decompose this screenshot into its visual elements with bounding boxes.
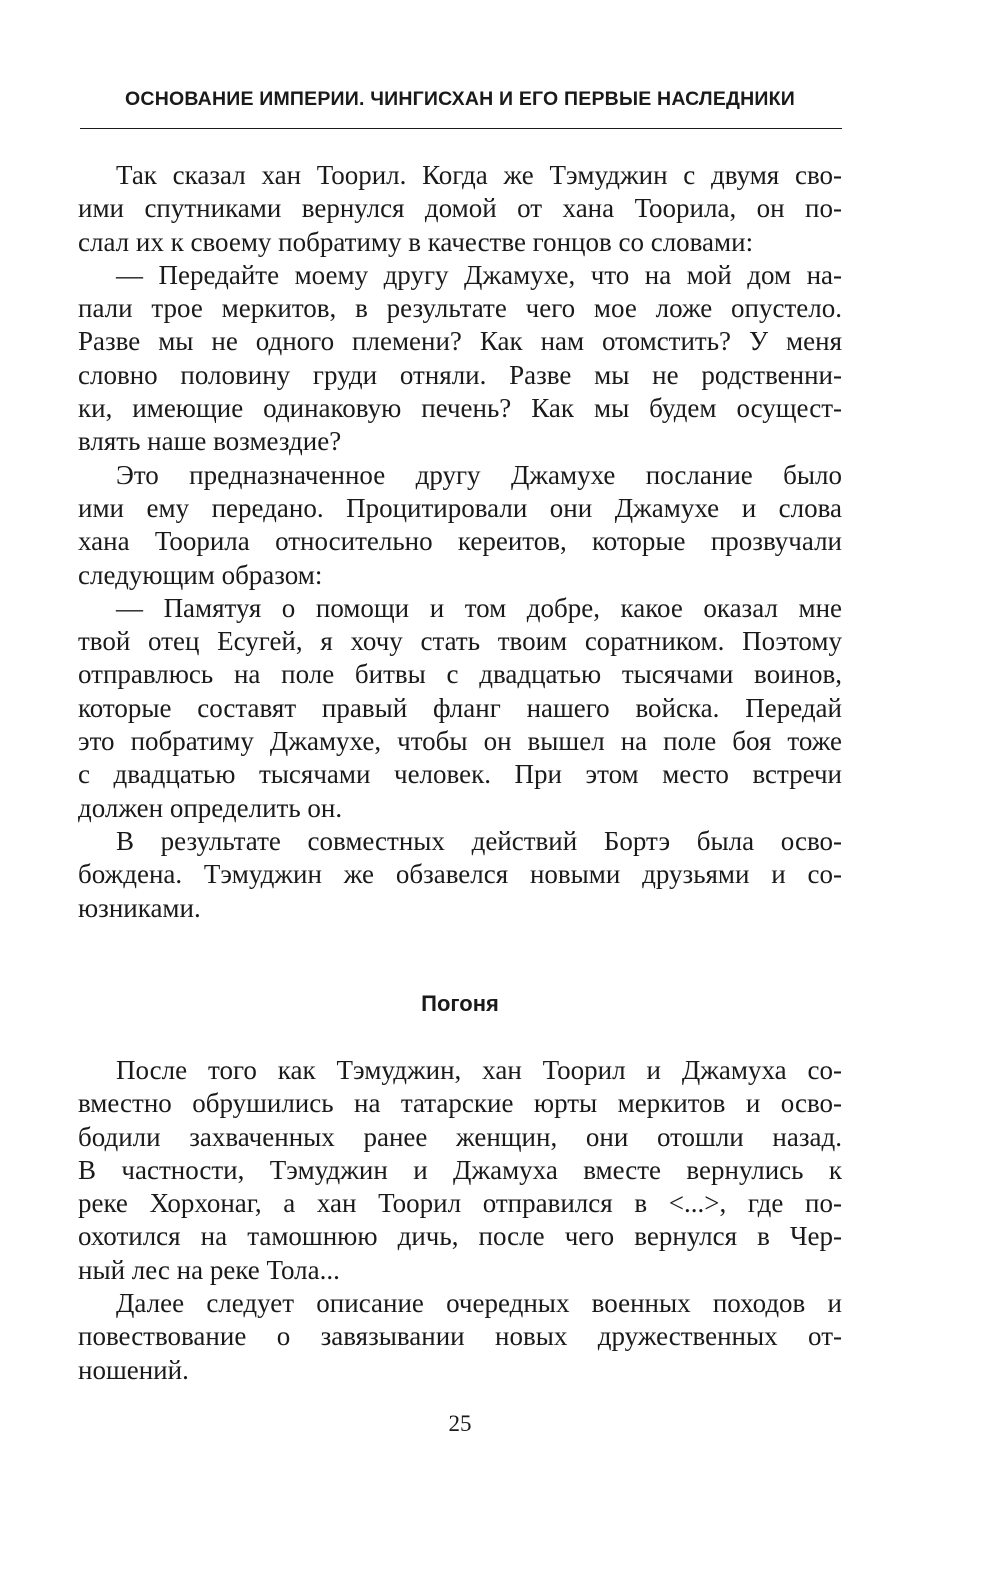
text-line: юзниками. (78, 892, 201, 923)
text-line: ношений. (78, 1354, 189, 1385)
text-line: повествование о завязывании новых дружественных от- (78, 1321, 842, 1352)
text-line: влять наше возмездие? (78, 426, 342, 457)
paragraph (78, 259, 842, 459)
paragraph (78, 1287, 842, 1387)
text-line: следующим образом: (78, 559, 323, 590)
text-line: словно половину груди отняли. Разве мы не родственни- (78, 359, 842, 390)
text-line: ими спутниками вернулся домой от хана Тоорила, он по- (78, 193, 842, 224)
paragraph (78, 825, 842, 925)
page-number: 25 (448, 1411, 472, 1436)
text-line: слал их к своему побратиму в качестве гонцов со словами: (78, 226, 754, 257)
paragraph (78, 1054, 842, 1287)
text-line: ки, имеющие одинаковую печень? Как мы будем осущест- (78, 393, 842, 424)
section-1-text (78, 159, 842, 925)
text-line: Так сказал хан Тоорил. Когда же Тэмуджин с двумя сво- (116, 160, 842, 190)
text-line: реке Хорхонаг, а хан Тоорил отправился в <...>, где по- (78, 1188, 842, 1219)
text-line: После того как Тэмуджин, хан Тоорил и Джамуха со- (116, 1055, 842, 1085)
paragraph (78, 592, 842, 825)
text-line: Разве мы не одного племени? Как нам отомстить? У меня (78, 326, 842, 357)
text-line: отправлюсь на поле битвы с двадцатью тысячами воинов, (78, 659, 842, 690)
text-line: которые составят правый фланг нашего войска. Передай (78, 692, 842, 723)
section-2-text (78, 1054, 842, 1387)
text-line: бодили захваченных ранее женщин, они отошли назад. (78, 1121, 842, 1152)
text-line: хана Тоорила относительно кереитов, которые прозвучали (78, 526, 842, 557)
text-line: охотился на тамошнюю дичь, после чего вернулся в Чер- (78, 1221, 842, 1252)
text-line: ими ему передано. Процитировали они Джамухе и слова (78, 492, 842, 523)
text-line: с двадцатью тысячами человек. При этом место встречи (78, 759, 842, 790)
text-line: это побратиму Джамухе, чтобы он вышел на поле боя тоже (78, 726, 842, 757)
paragraph (78, 159, 842, 259)
text-line: должен определить он. (78, 792, 343, 823)
text-line: Это предназначенное другу Джамухе послание было (116, 459, 842, 490)
paragraph (78, 459, 842, 592)
text-line: В результате совместных действий Бортэ была осво- (116, 825, 842, 856)
text-line: Далее следует описание очередных военных походов и (116, 1288, 842, 1319)
text-line: бождена. Тэмуджин же обзавелся новыми друзьями и со- (78, 859, 842, 890)
running-head: ОСНОВАНИЕ ИМПЕРИИ. ЧИНГИСХАН И ЕГО ПЕРВЫЕ НАСЛЕДНИКИ (125, 88, 795, 110)
text-line: ный лес на реке Тола... (78, 1254, 340, 1285)
text-line: вместно обрушились на татарские юрты меркитов и осво- (78, 1088, 842, 1119)
text-line: твой отец Есугей, я хочу стать твоим соратником. Поэтому (78, 626, 842, 657)
header-rule (80, 128, 842, 129)
text-line: пали трое меркитов, в результате чего мое ложе опустело. (78, 293, 842, 324)
text-line: В частности, Тэмуджин и Джамуха вместе вернулись к (78, 1154, 842, 1185)
text-line: — Памятуя о помощи и том добре, какое оказал мне (116, 592, 842, 623)
section-heading: Погоня (421, 991, 499, 1016)
text-line: — Передайте моему другу Джамухе, что на мой дом на- (116, 259, 842, 290)
